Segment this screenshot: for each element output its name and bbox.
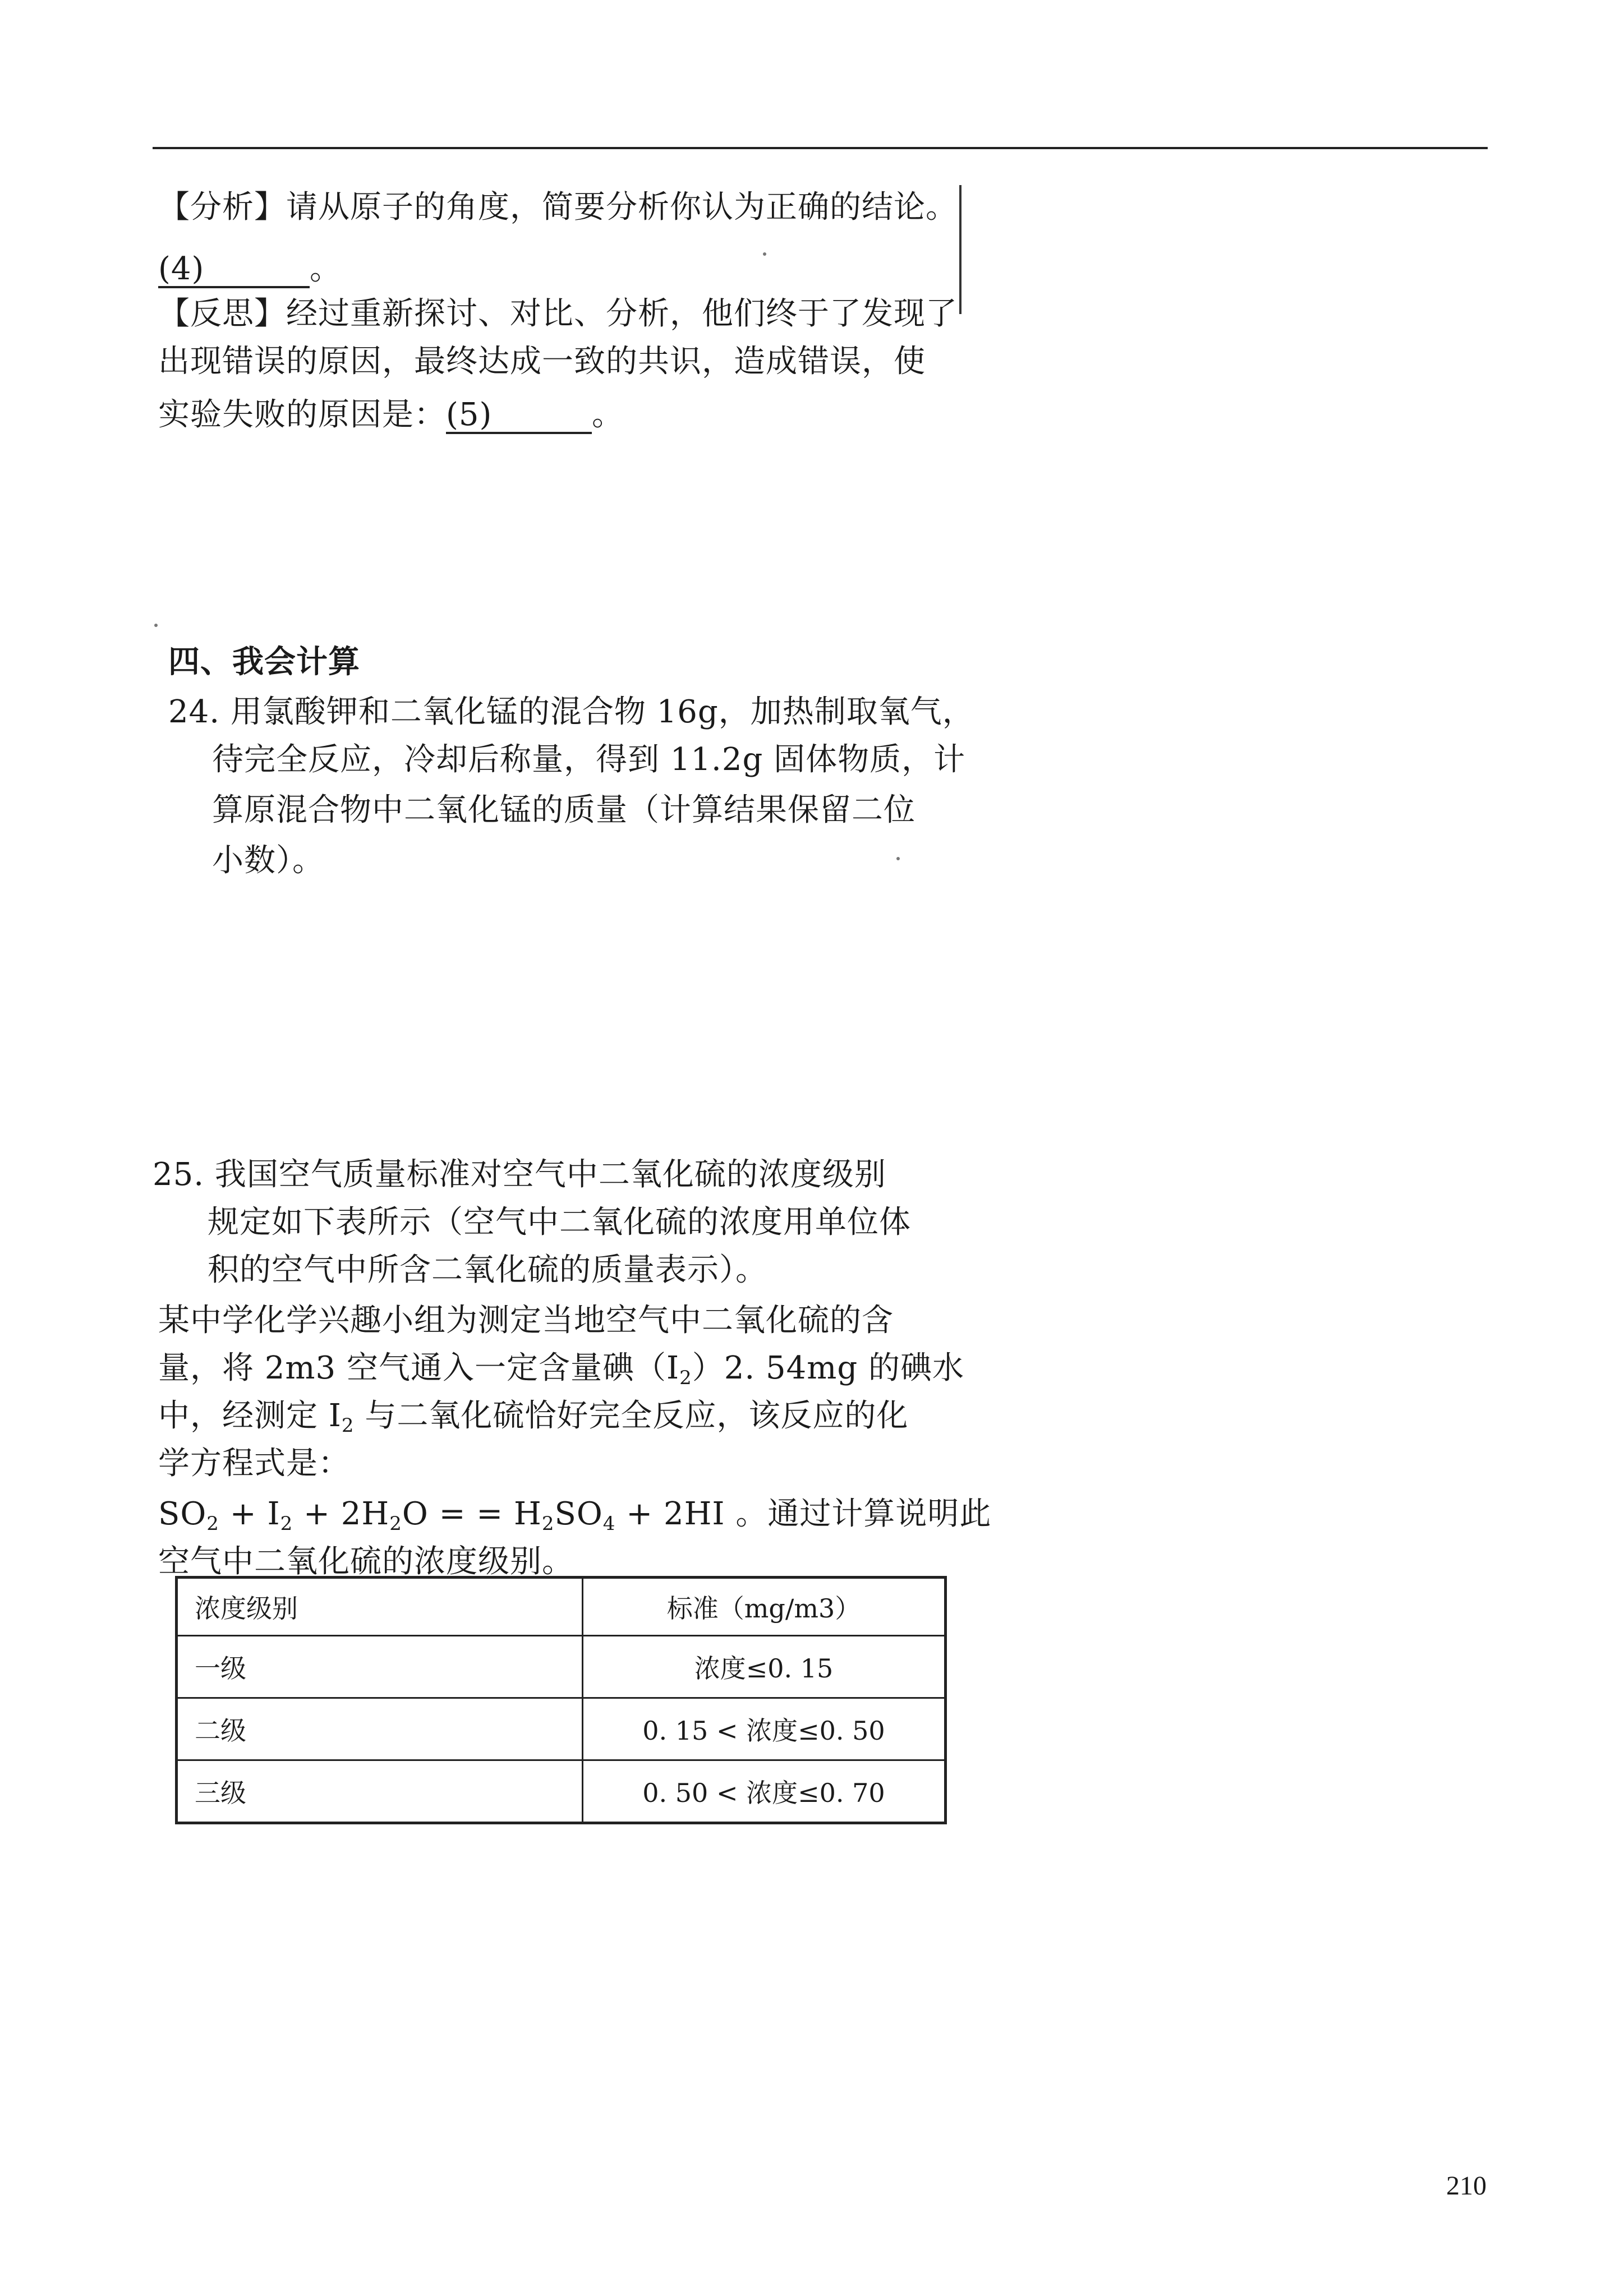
q25-line-6 [158,1394,908,1439]
table-header-row [177,1578,946,1636]
q25-line-5-subscript: 2 [679,1367,692,1389]
eq-h2o-sub: 2 [389,1513,402,1535]
section-4-heading: 四、我会计算 [168,643,360,680]
eq-h2so4-b: SO [554,1496,603,1532]
q25-line-6-subscript: 2 [341,1414,355,1437]
table-header-cell: 标准（mg/m3） [583,1578,946,1636]
scan-speck [896,857,900,860]
reflection-line-3 [158,393,624,437]
answer-blank-4[interactable] [158,252,310,288]
table-cell: 浓度≤0. 15 [583,1636,946,1698]
analysis-line-1: 【分析】请从原子的角度，简要分析你认为正确的结论。 [158,189,958,225]
blank-4-end: 。 [310,251,342,287]
concentration-table [175,1576,947,1824]
answer-blank-5[interactable] [446,398,592,434]
scan-speck [763,252,766,256]
q25-line-9: 空气中二氧化硫的浓度级别。 [158,1543,574,1580]
eq-i: + I [219,1496,280,1532]
q25-line-6b: 与二氧化硫恰好完全反应，该反应的化 [354,1398,909,1434]
q25-line-5 [158,1346,964,1391]
header-rule [153,147,1488,149]
eq-h2so4-sub2: 4 [602,1513,616,1535]
q25-line-5a: 量，将 2m3 空气通入一定含量碘（I [158,1350,680,1386]
q24-line-2: 待完全反应，冷却后称量，得到 11.2g 固体物质，计 [212,741,966,778]
eq-i-sub: 2 [280,1513,293,1535]
q25-line-5b: ）2. 54mg 的碘水 [692,1350,964,1386]
eq-so-sub: 2 [206,1513,219,1535]
blank-5-end: 。 [592,397,624,433]
eq-h2o-a: + 2H [293,1496,390,1532]
q24-line-4: 小数）。 [212,842,324,879]
table-cell: 二级 [177,1698,583,1760]
q25-line-4: 某中学化学兴趣小组为测定当地空气中二氧化硫的含 [158,1302,894,1339]
table-cell: 三级 [177,1760,583,1823]
q25-line-3: 积的空气中所含二氧化硫的质量表示）。 [208,1252,767,1288]
table-row [177,1698,946,1760]
table-row [177,1636,946,1698]
column-edge-line [959,185,961,314]
scan-speck [154,624,158,627]
table-row [177,1760,946,1823]
analysis-answer-line [158,247,342,292]
eq-so: SO [158,1496,207,1532]
table-cell: 0. 15 < 浓度≤0. 50 [583,1698,946,1760]
reflection-line-3-text: 实验失败的原因是： [158,397,446,433]
q25-line-1: 25. 我国空气质量标准对空气中二氧化硫的浓度级别 [153,1156,886,1193]
table-cell: 一级 [177,1636,583,1698]
q25-line-7: 学方程式是： [158,1445,350,1482]
table-header-cell: 浓度级别 [177,1578,583,1636]
eq-h2o-b: O = = H [402,1496,542,1532]
q24-line-1: 24. 用氯酸钾和二氧化锰的混合物 16g，加热制取氧气， [168,694,974,730]
blank-4-label: (4) [158,251,205,287]
q25-line-2: 规定如下表所示（空气中二氧化硫的浓度用单位体 [208,1204,911,1241]
reflection-line-1: 【反思】经过重新探讨、对比、分析，他们终于了发现了 [158,296,958,332]
blank-5-label: (5) [446,397,493,433]
page-number: 210 [1446,2171,1487,2201]
q25-line-6a: 中，经测定 I [158,1398,342,1434]
table-cell: 0. 50 < 浓度≤0. 70 [583,1760,946,1823]
eq-h2so4-sub1: 2 [541,1513,555,1535]
reflection-line-2: 出现错误的原因，最终达成一致的共识，造成错误，使 [158,343,926,380]
chemical-equation [158,1492,991,1537]
q24-line-3: 算原混合物中二氧化锰的质量（计算结果保留二位 [212,792,915,828]
eq-tail: + 2HI 。通过计算说明此 [615,1496,992,1532]
